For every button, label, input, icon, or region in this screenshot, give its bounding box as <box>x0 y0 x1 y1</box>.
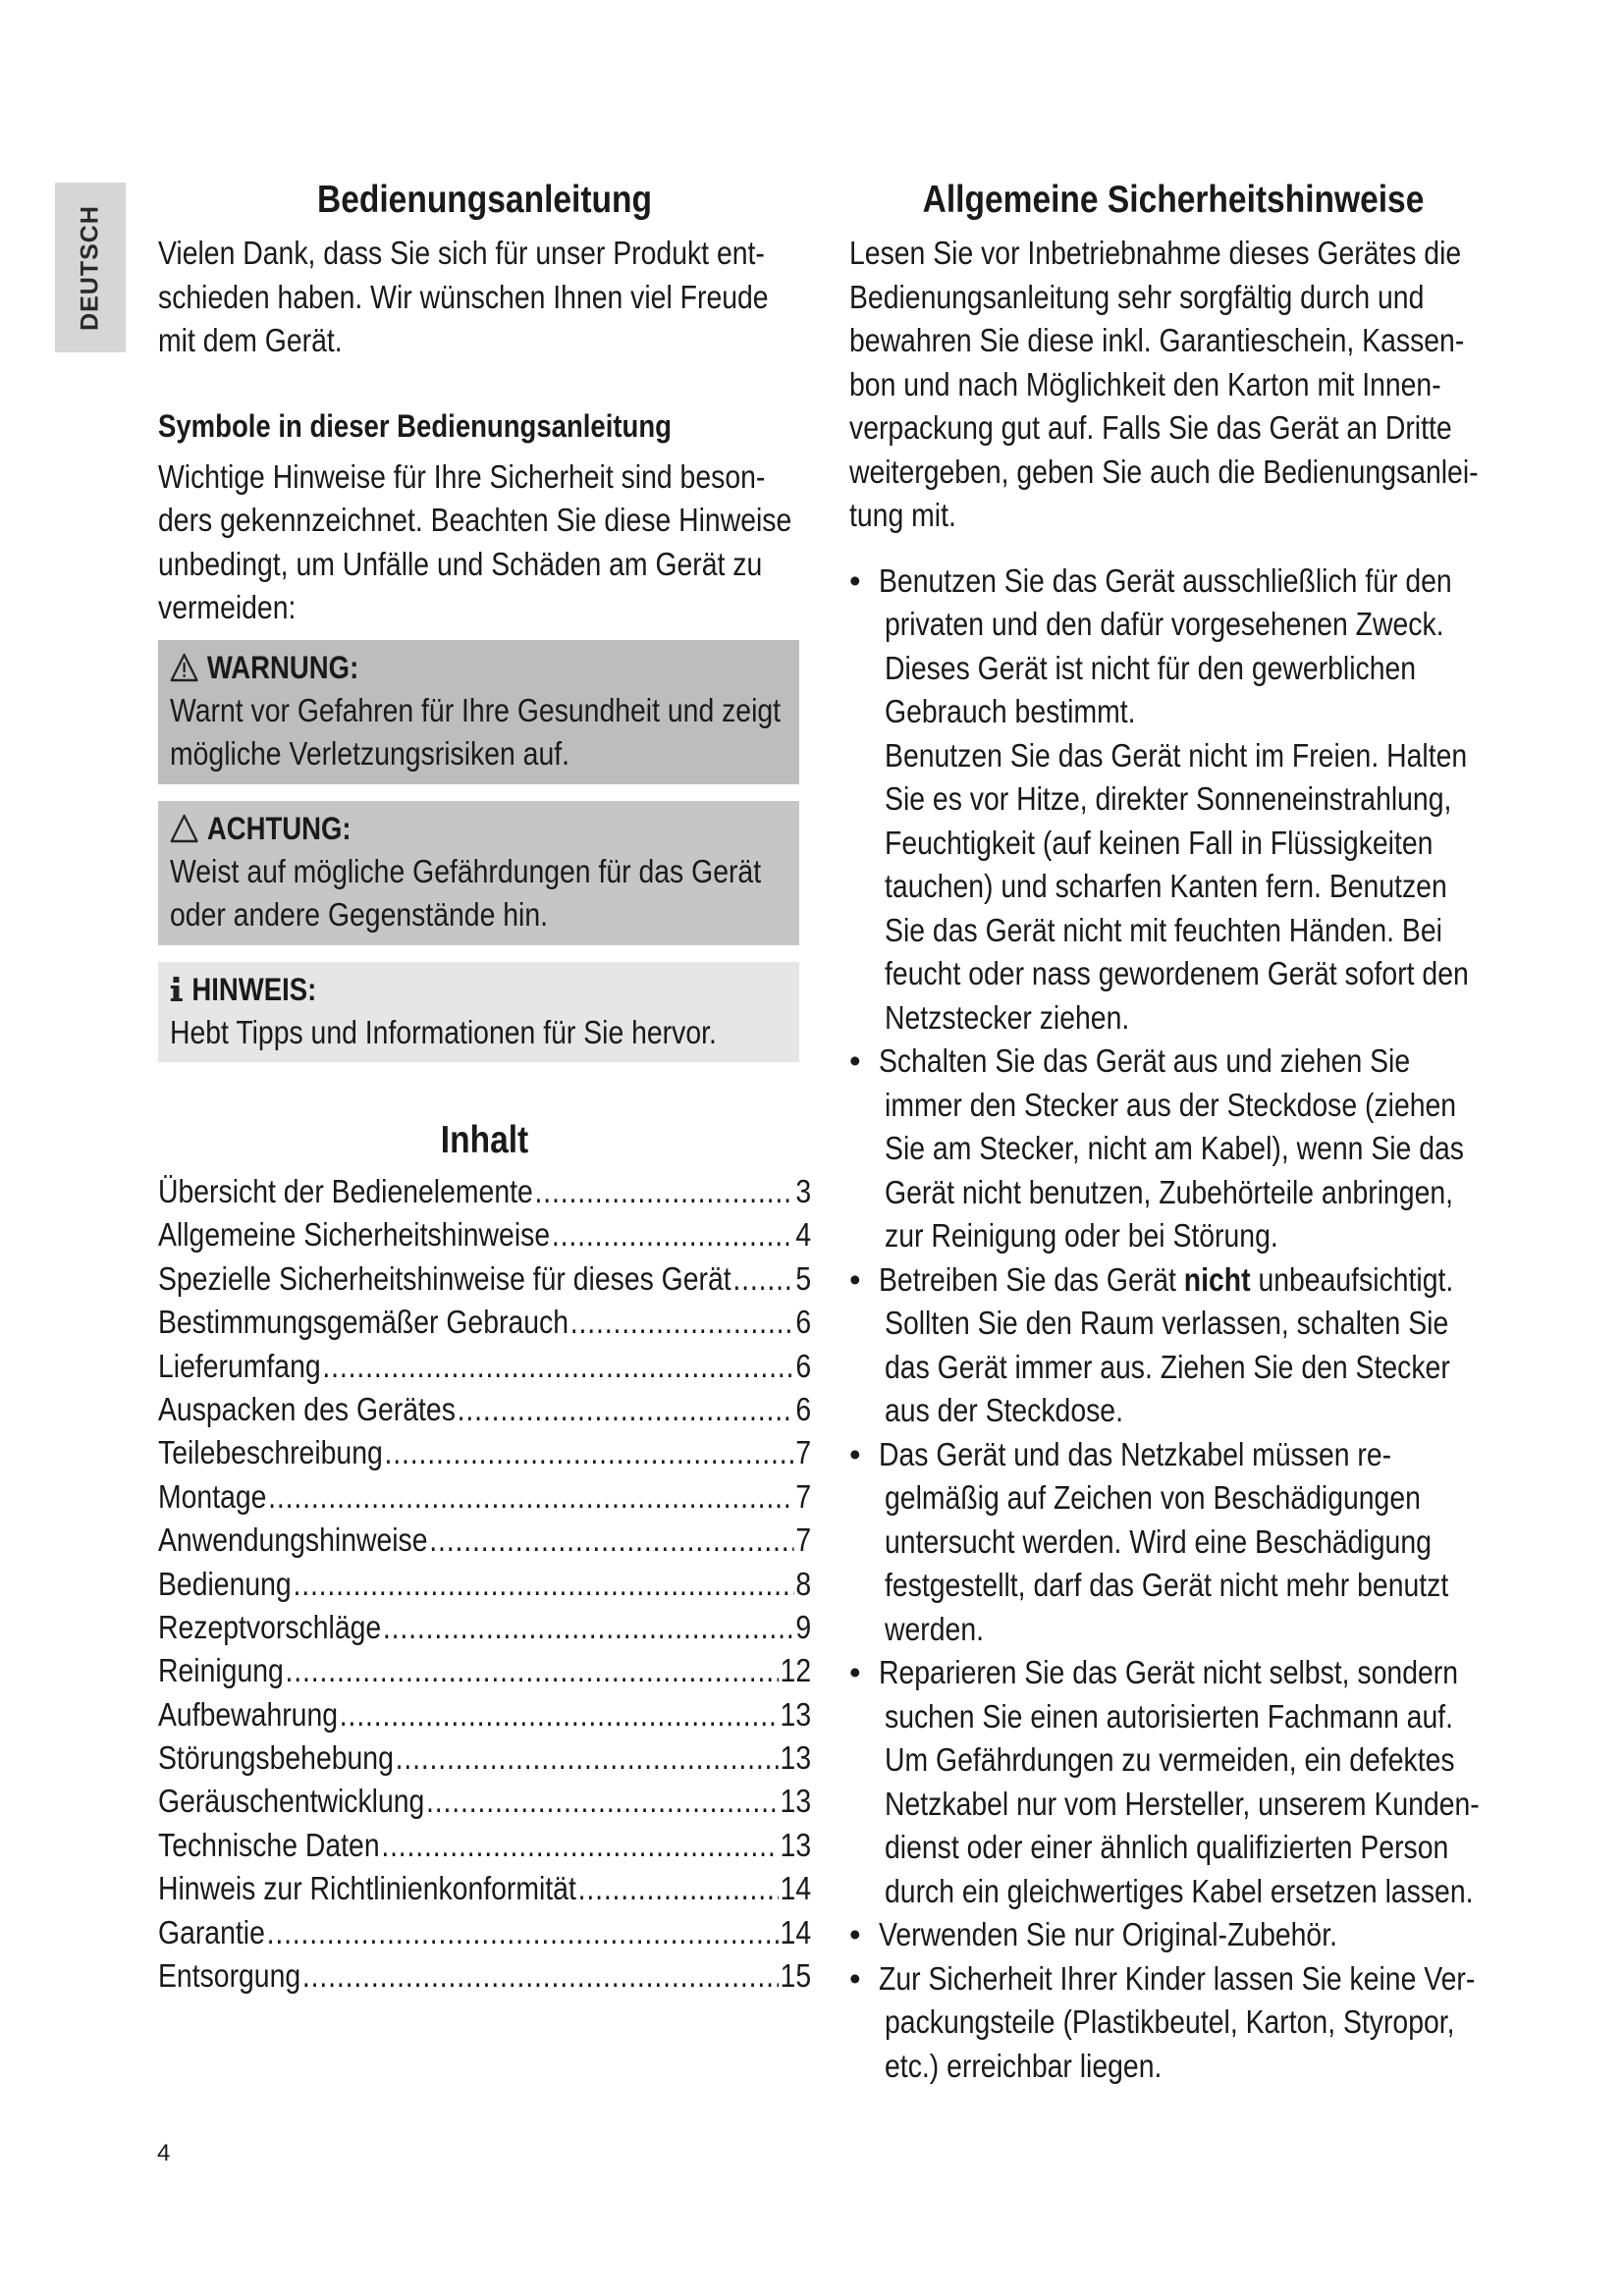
language-tab-label: DEUTSCH <box>76 204 104 331</box>
toc-entry-page: 7 <box>795 1434 812 1471</box>
toc-entry-title: Garantie <box>158 1913 265 1950</box>
toc-entry-title: Geräuschentwicklung <box>158 1783 425 1820</box>
intro-text: Vielen Dank, dass Sie sich für unser Produkt ent- schieden haben. Wir wünschen Ihnen viel Freude mit dem Gerät. <box>158 235 769 358</box>
toc-entry <box>158 1693 811 1736</box>
toc-entry-title: Entsorgung <box>158 1957 301 1995</box>
toc-entry-page: 13 <box>780 1695 812 1733</box>
bullet-text: Verwenden Sie nur Original-Zubehör. <box>879 1916 1337 1952</box>
toc-entry-page: 6 <box>795 1390 812 1427</box>
list-item: • Betreiben Sie das Gerät nicht unbeaufsichtigt. Sollten Sie den Raum verlassen, schalten Sie das Gerät immer aus. Ziehen Sie den Stecker aus der Steckdose. <box>849 1260 1454 1428</box>
toc-entry <box>158 1170 811 1213</box>
toc-entry-title: Reinigung <box>158 1652 284 1689</box>
toc-leader-dots <box>293 1563 793 1606</box>
hint-box <box>158 962 799 1063</box>
contents-title: Inhalt <box>440 1119 529 1161</box>
warning-label: WARNUNG: <box>206 649 359 685</box>
toc-entry <box>158 1736 811 1780</box>
toc-entry-title: Technische Daten <box>158 1826 380 1863</box>
toc-entry-title: Montage <box>158 1477 267 1515</box>
toc-leader-dots <box>732 1257 793 1301</box>
safety-intro: Lesen Sie vor Inbetriebnahme dieses Gerätes die Bedienungsanleitung sehr sorgfältig durch und bewahren Sie diese inkl. Garantieschein, Kassen- bon und nach Möglichkeit den Karton mit Innen- verpackung gut auf. Falls Sie das Gerät an Dritte weitergeben, geben Sie auch die Bedienungsanlei- tung mit. <box>849 235 1479 533</box>
bullet-text: Betreiben Sie das Gerät <box>879 1260 1184 1298</box>
toc-entry <box>158 1213 811 1256</box>
toc-leader-dots <box>384 1431 793 1474</box>
list-item: • Benutzen Sie das Gerät ausschließlich für den privaten und den dafür vorgesehenen Zweck. Dieses Gerät ist nicht für den gewerblichen Gebrauch bestimmt. Benutzen Sie das Gerät nicht im Freien. Halten Sie es vor Hitze, direkter Sonneneinstrahlung, Feuchtigkeit (auf keinen Fall in Flüssigkeiten tauchen) und scharfen Kanten fern. Benutzen Sie das Gerät nicht mit feuchten Händen. Bei feucht oder nass gewordenem Gerät sofort den Netzstecker ziehen. <box>849 561 1469 1036</box>
toc-entry <box>158 1954 811 1998</box>
toc-leader-dots <box>268 1475 793 1519</box>
toc-entry-title: Rezeptvorschläge <box>158 1608 382 1645</box>
safety-bullets <box>849 560 1497 2089</box>
toc-entry-title: Bedienung <box>158 1565 292 1602</box>
caution-label: ACHTUNG: <box>206 810 352 846</box>
toc-entry-title: Allgemeine Sicherheitshinweise <box>158 1216 551 1254</box>
bullet-emphasis: nicht <box>1183 1260 1251 1298</box>
toc-entry <box>158 1606 811 1649</box>
toc-entry <box>158 1867 811 1910</box>
toc-entry-title: Anwendungshinweise <box>158 1522 428 1559</box>
manual-title: Bedienungsanleitung <box>316 179 652 221</box>
toc-entry-page: 8 <box>795 1565 812 1602</box>
warning-triangle-icon <box>170 653 198 682</box>
list-item: • Reparieren Sie das Gerät nicht selbst, sondern suchen Sie einen autorisierten Fachmann auf. Um Gefährdungen zu vermeiden, ein defektes Netzkabel nur vom Hersteller, unserem Kunden- dienst oder einer ähnlich qualifizierten Person durch ein gleichwertiges Kabel ersetzen lassen. <box>849 1654 1480 1909</box>
toc-entry-page: 9 <box>795 1608 812 1645</box>
toc-leader-dots <box>381 1824 778 1867</box>
hint-label: HINWEIS: <box>191 971 317 1007</box>
toc-entry-page: 13 <box>780 1739 812 1777</box>
toc-entry <box>158 1563 811 1606</box>
caution-triangle-icon <box>170 814 198 843</box>
table-of-contents <box>158 1170 811 1998</box>
toc-entry-title: Lieferumfang <box>158 1347 321 1384</box>
symbols-heading: Symbole in dieser Bedienungsanleitung <box>158 407 672 444</box>
toc-entry-page: 13 <box>780 1783 812 1820</box>
hint-heading <box>170 968 711 1011</box>
toc-entry-title: Auspacken des Gerätes <box>158 1390 456 1427</box>
toc-leader-dots <box>570 1301 794 1344</box>
toc-entry <box>158 1911 811 1954</box>
toc-leader-dots <box>286 1649 779 1692</box>
toc-entry <box>158 1431 811 1474</box>
toc-entry-page: 4 <box>795 1216 812 1254</box>
toc-entry <box>158 1780 811 1823</box>
toc-leader-dots <box>552 1213 794 1256</box>
page-number: 4 <box>157 2140 171 2166</box>
toc-leader-dots <box>458 1388 794 1431</box>
toc-leader-dots <box>426 1780 779 1823</box>
toc-entry <box>158 1345 811 1388</box>
list-item: • Schalten Sie das Gerät aus und ziehen Sie immer den Stecker aus der Steckdose (ziehen Sie am Stecker, nicht am Kabel), wenn Sie das Gerät nicht benutzen, Zubehörteile anbringen, zur Reinigung oder bei Störung. <box>849 1042 1464 1254</box>
toc-entry-page: 6 <box>795 1304 812 1341</box>
toc-entry-page: 5 <box>795 1259 812 1297</box>
toc-entry <box>158 1649 811 1692</box>
toc-leader-dots <box>340 1693 779 1736</box>
caution-text: Weist auf mögliche Gefährdungen für das Gerät oder andere Gegenstände hin. <box>170 852 762 933</box>
toc-entry-page: 3 <box>795 1173 812 1209</box>
toc-entry <box>158 1519 811 1562</box>
left-column <box>158 173 811 1998</box>
caution-box <box>158 801 799 945</box>
toc-leader-dots <box>578 1867 779 1910</box>
toc-entry-page: 13 <box>780 1826 812 1863</box>
toc-entry-page: 7 <box>795 1522 812 1559</box>
right-column <box>849 173 1497 2088</box>
info-icon <box>170 975 184 1004</box>
warning-text: Warnt vor Gefahren für Ihre Gesundheit und zeigt mögliche Verletzungsrisiken auf. <box>170 691 782 772</box>
toc-entry <box>158 1824 811 1867</box>
toc-entry-title: Störungsbehebung <box>158 1739 394 1777</box>
list-item: • Das Gerät und das Netzkabel müssen re- gelmäßig auf Zeichen von Beschädigungen untersucht werden. Wird eine Beschädigung festgestellt, darf das Gerät nicht mehr benutzt werden. <box>849 1435 1449 1647</box>
language-tab <box>55 183 126 352</box>
toc-entry-title: Bestimmungsgemäßer Gebrauch <box>158 1304 569 1341</box>
toc-entry-page: 7 <box>795 1477 812 1515</box>
list-item: • Verwenden Sie nur Original-Zubehör. <box>849 1913 1497 1957</box>
toc-entry <box>158 1388 811 1431</box>
toc-entry-title: Hinweis zur Richtlinienkonformität <box>158 1870 576 1907</box>
toc-leader-dots <box>322 1345 793 1388</box>
bullet-text: unbeaufsichtigt. Sollten Sie den Raum verlassen, schalten Sie das Gerät immer aus. Ziehen Sie den Stecker aus der Steckdose. <box>885 1260 1454 1428</box>
toc-leader-dots <box>302 1954 779 1998</box>
toc-leader-dots <box>429 1519 793 1562</box>
toc-entry-title: Übersicht der Bedienelemente <box>158 1173 533 1209</box>
warning-box <box>158 640 799 784</box>
caution-heading <box>170 807 711 850</box>
toc-entry-title: Teilebeschreibung <box>158 1434 383 1471</box>
toc-leader-dots <box>396 1736 779 1780</box>
toc-entry-page: 14 <box>780 1870 812 1907</box>
toc-entry-page: 6 <box>795 1347 812 1384</box>
toc-entry-title: Spezielle Sicherheitshinweise für dieses Gerät <box>158 1259 731 1297</box>
toc-entry-page: 12 <box>780 1652 812 1689</box>
toc-leader-dots <box>267 1911 779 1954</box>
toc-leader-dots <box>534 1170 793 1213</box>
toc-entry-title: Aufbewahrung <box>158 1695 339 1733</box>
toc-entry <box>158 1257 811 1301</box>
warning-heading <box>170 646 711 689</box>
toc-entry-page: 15 <box>780 1957 812 1995</box>
toc-entry-page: 14 <box>780 1913 812 1950</box>
safety-title: Allgemeine Sicherheitshinweise <box>922 179 1425 221</box>
hint-text: Hebt Tipps und Informationen für Sie hervor. <box>170 1013 717 1050</box>
toc-leader-dots <box>383 1606 794 1649</box>
toc-entry <box>158 1301 811 1344</box>
list-item: • Zur Sicherheit Ihrer Kinder lassen Sie keine Ver- packungsteile (Plastikbeutel, Karton, Styropor, etc.) erreichbar liegen. <box>849 1959 1476 2084</box>
toc-entry <box>158 1475 811 1519</box>
symbols-text: Wichtige Hinweise für Ihre Sicherheit sind beson- ders gekennzeichnet. Beachten Sie diese Hinweise unbedingt, um Unfälle und Schäden am Gerät zu vermeiden: <box>158 457 792 625</box>
